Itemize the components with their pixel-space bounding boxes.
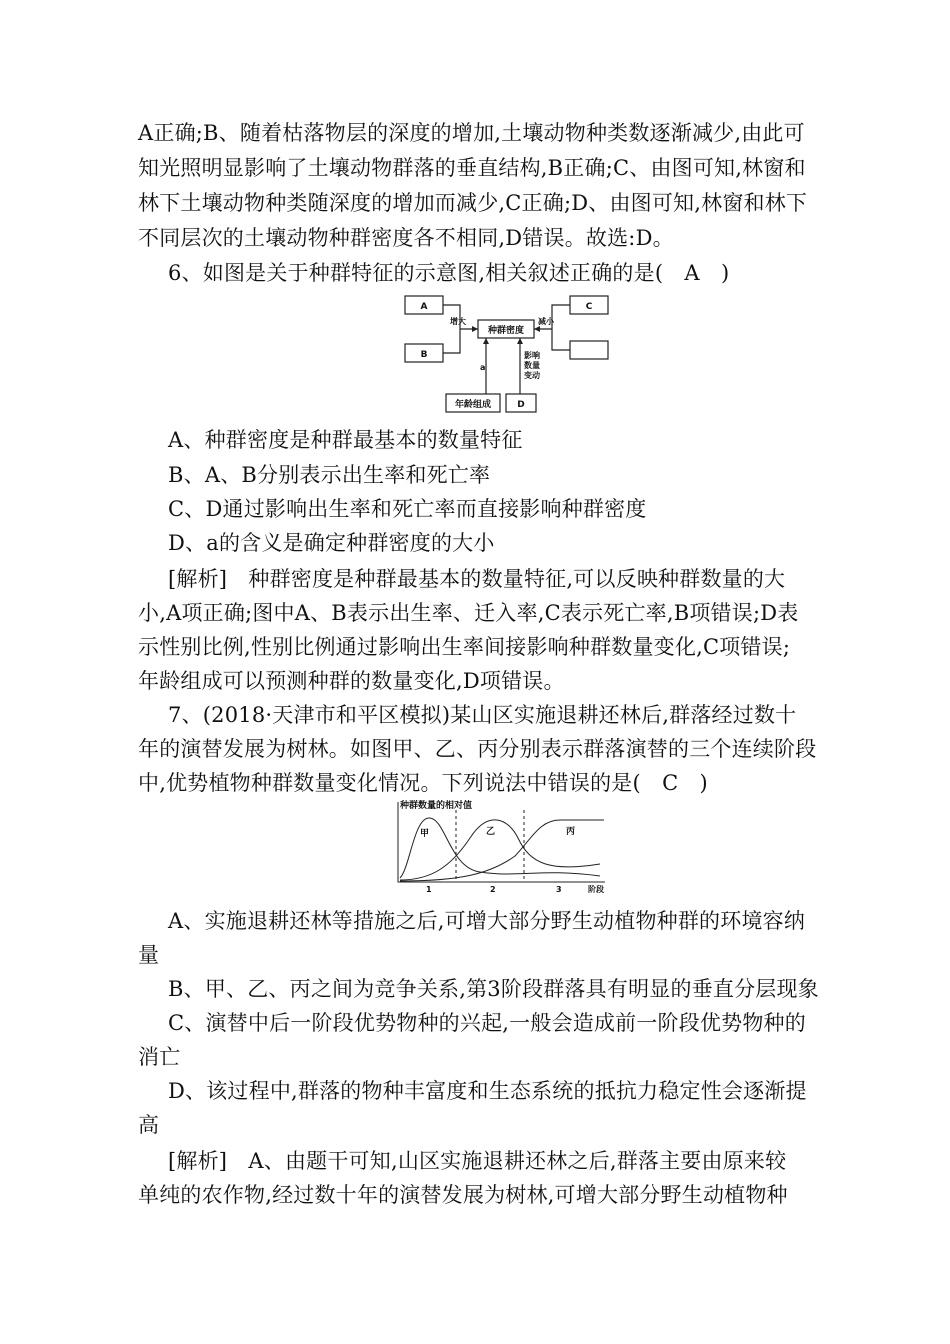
- text-line: 高: [138, 1113, 160, 1137]
- label-increase: 增大: [450, 317, 466, 326]
- series-label-bing: 丙: [566, 827, 576, 837]
- y-axis-label: 种群数量的相对值: [400, 801, 473, 811]
- x-tick-label: 2: [490, 885, 496, 894]
- option-a: A、种群密度是种群最基本的数量特征: [168, 428, 523, 452]
- question-6-stem: 6、如图是关于种群特征的示意图,相关叙述正确的是( A ): [168, 261, 730, 285]
- text-line: 知光照明显影响了土壤动物群落的垂直结构,B正确;C、由图可知,林窗和: [138, 156, 806, 180]
- analysis-line: 年龄组成可以预测种群的数量变化,D项错误。: [138, 669, 565, 693]
- population-diagram: [402, 288, 612, 416]
- text-line: 不同层次的土壤动物种群密度各不相同,D错误。故选:D。: [138, 226, 674, 250]
- text-line: 量: [138, 943, 160, 967]
- connector-ab: [443, 305, 460, 353]
- axes: [398, 802, 605, 882]
- label-a: A: [420, 302, 428, 312]
- analysis-line: [解析] A、由题干可知,山区实施退耕还林之后,群落主要由原来较: [168, 1149, 787, 1173]
- text-line: 林下土壤动物种类随深度的增加而减少,C正确;D、由图可知,林窗和林下: [138, 191, 808, 215]
- option-b: B、甲、乙、丙之间为竞争关系,第3阶段群落具有明显的垂直分层现象: [168, 977, 819, 1001]
- option-c: C、演替中后一阶段优势物种的兴起,一般会造成前一阶段优势物种的: [168, 1011, 806, 1035]
- label-affect-1: 影响: [524, 351, 540, 360]
- label-age: 年龄组成: [454, 400, 492, 410]
- label-a-small: a: [480, 363, 486, 372]
- x-tick-label: 1: [426, 885, 432, 894]
- text-line: 中,优势植物种群数量变化情况。下列说法中错误的是( C ): [138, 771, 708, 795]
- label-affect-3: 变动: [524, 371, 540, 380]
- analysis-line: 示性别比例,性别比例通过影响出生率间接影响种群数量变化,C项错误;: [138, 635, 791, 659]
- option-a: A、实施退耕还林等措施之后,可增大部分野生动植物种群的环境容纳: [168, 909, 806, 933]
- connector-c: [552, 305, 570, 350]
- x-tick-label: 3: [556, 885, 562, 894]
- option-d: D、a的含义是确定种群密度的大小: [168, 531, 495, 555]
- label-d: D: [517, 400, 525, 410]
- analysis-line: 小,A项正确;图中A、B表示出生率、迁入率,C表示死亡率,B项错误;D表: [138, 601, 799, 625]
- analysis-line: 单纯的农作物,经过数十年的演替发展为树林,可增大部分野生动植物种: [138, 1183, 788, 1207]
- label-center: 种群密度: [487, 326, 525, 336]
- series-label-jia: 甲: [420, 829, 430, 839]
- series-label-yi: 乙: [486, 827, 496, 837]
- succession-chart: [390, 798, 610, 894]
- option-c: C、D通过影响出生率和死亡率而直接影响种群密度: [168, 497, 647, 521]
- label-affect-2: 数量: [524, 361, 540, 370]
- text-line: 消亡: [138, 1045, 181, 1069]
- text-line: 年的演替发展为树林。如图甲、乙、丙分别表示群落演替的三个连续阶段: [138, 737, 817, 761]
- label-b: B: [420, 350, 428, 360]
- label-decrease: 减小: [538, 317, 554, 326]
- box-empty: [570, 341, 608, 359]
- option-d: D、该过程中,群落的物种丰富度和生态系统的抵抗力稳定性会逐渐提: [168, 1079, 807, 1103]
- label-c: C: [585, 302, 593, 312]
- question-7-stem: 7、(2018·天津市和平区模拟)某山区实施退耕还林后,群落经过数十: [168, 703, 797, 727]
- x-axis-label: 阶段: [588, 885, 604, 894]
- option-b: B、A、B分别表示出生率和死亡率: [168, 463, 491, 487]
- analysis-line: [解析] 种群密度是种群最基本的数量特征,可以反映种群数量的大: [168, 567, 786, 591]
- text-line: A正确;B、随着枯落物层的深度的增加,土壤动物种类数逐渐减少,由此可: [138, 121, 805, 145]
